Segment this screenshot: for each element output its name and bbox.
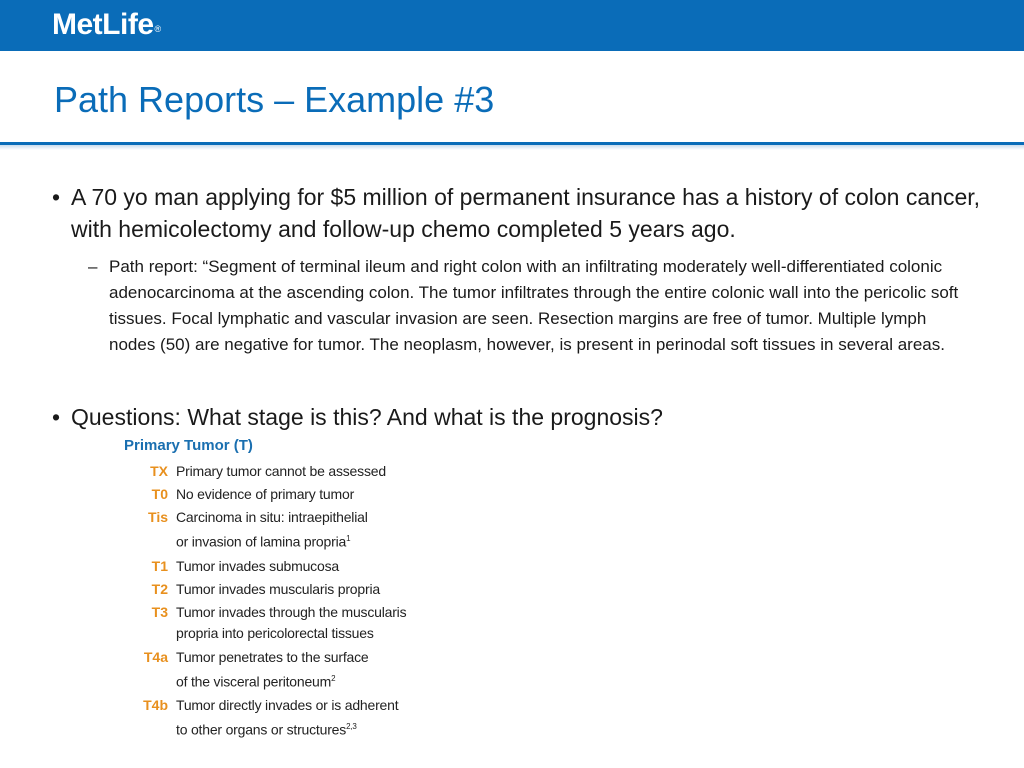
sub-bullet-marker: – bbox=[88, 257, 98, 276]
logo-text: MetLife bbox=[52, 8, 154, 41]
stage-description bbox=[176, 578, 424, 601]
bullet-marker: • bbox=[52, 404, 61, 430]
stage-description-line1: Tumor invades submucosa bbox=[176, 557, 339, 574]
stage-code: T0 bbox=[151, 486, 168, 502]
stage-code: T2 bbox=[151, 580, 168, 597]
title-divider-shadow bbox=[0, 145, 1024, 150]
stage-code: T3 bbox=[151, 603, 168, 620]
bullet-marker: • bbox=[52, 184, 61, 210]
stage-description-line2: propria into pericolorectal tissues bbox=[176, 624, 374, 641]
bullet-questions-text: Questions: What stage is this? And what is the prognosis? bbox=[71, 404, 663, 430]
bullet-history-text: A 70 yo man applying for $5 million of permanent insurance has a history of colon cancer, with hemicolectomy and follow-up chemo completed 5 years ago. bbox=[71, 184, 981, 242]
stage-description bbox=[176, 694, 424, 743]
staging-row bbox=[124, 646, 424, 695]
stage-description bbox=[176, 646, 424, 695]
stage-description-line1: No evidence of primary tumor bbox=[176, 486, 355, 502]
stage-description-line2: of the visceral peritoneum bbox=[176, 673, 332, 690]
staging-row bbox=[124, 601, 424, 646]
stage-description-line1: Tumor invades through the muscularis bbox=[176, 603, 407, 620]
stage-description-line2: to other organs or structures bbox=[176, 721, 347, 738]
primary-tumor-staging-table bbox=[124, 436, 424, 743]
stage-description-line1: Primary tumor cannot be assessed bbox=[176, 463, 386, 479]
staging-row bbox=[124, 694, 424, 743]
registered-mark: ® bbox=[154, 24, 161, 34]
slide-title: Path Reports – Example #3 bbox=[54, 79, 495, 120]
stage-description-line1: Tumor penetrates to the surface bbox=[176, 648, 369, 665]
staging-table-title: Primary Tumor (T) bbox=[124, 437, 253, 454]
staging-row bbox=[124, 460, 424, 483]
stage-code: T4a bbox=[143, 648, 168, 665]
staging-row bbox=[124, 506, 424, 555]
stage-code: T4b bbox=[143, 697, 168, 714]
stage-code: TX bbox=[150, 463, 168, 479]
stage-description-line1: Tumor invades muscularis propria bbox=[176, 580, 380, 597]
stage-code: Tis bbox=[148, 509, 168, 525]
stage-description bbox=[176, 483, 424, 506]
stage-description-line1: Tumor directly invades or is adherent bbox=[176, 697, 399, 714]
metlife-logo bbox=[52, 5, 161, 45]
stage-description bbox=[176, 601, 424, 646]
staging-row bbox=[124, 483, 424, 506]
staging-rows bbox=[124, 460, 424, 743]
footnote-ref: 1 bbox=[346, 534, 351, 543]
path-report-text: Path report: “Segment of terminal ileum and right colon with an infiltrating moderately well-differentiated colonic adenocarcinoma at the ascending colon. The tumor infiltrates through the entire colonic wall into the pericolic soft tissues. Focal lymphatic and vascular invasion are seen. Resection margins are free of tumor. Multiple lymph nodes (50) are negative for tumor. The neoplasm, however, is present in perinodal soft tissues in several areas. bbox=[109, 257, 959, 354]
sub-bullet-path-report bbox=[88, 254, 968, 358]
stage-description-line2: or invasion of lamina propria bbox=[176, 533, 347, 550]
staging-row bbox=[124, 555, 424, 578]
footnote-ref: 2 bbox=[331, 673, 336, 683]
stage-description bbox=[176, 460, 424, 483]
stage-description bbox=[176, 506, 424, 555]
staging-row bbox=[124, 578, 424, 601]
stage-code: T1 bbox=[151, 557, 168, 574]
bullet-history bbox=[52, 181, 992, 245]
bullet-questions bbox=[52, 401, 992, 433]
stage-description-line1: Carcinoma in situ: intraepithelial bbox=[176, 509, 368, 525]
footnote-ref: 2,3 bbox=[346, 722, 357, 732]
stage-description bbox=[176, 555, 424, 578]
header-bar bbox=[0, 0, 1024, 51]
